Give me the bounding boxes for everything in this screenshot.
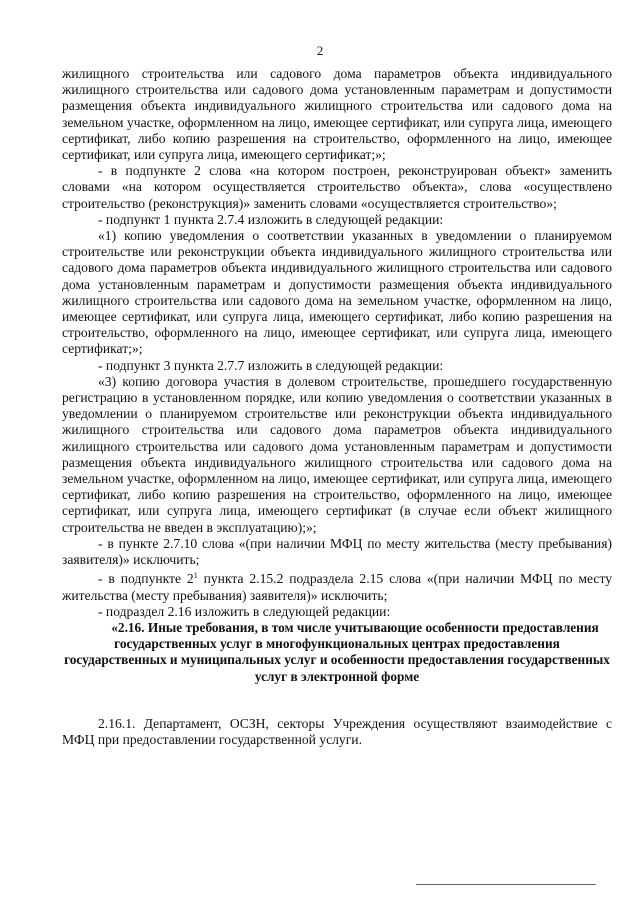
paragraph-2-15-2-start: - в подпункте 2 — [98, 571, 194, 587]
paragraph-2-15-2-end: пункта 2.15.2 подраздела 2.15 слова «(при наличии МФЦ по месту жительства (месту пребывания) заявителя)» исключить; — [62, 571, 612, 603]
page-number: 2 — [316, 43, 324, 58]
paragraph-continuation: жилищного строительства или садового дома параметров объекта индивидуального жилищного строительства или садового дома установленным параметрам и допустимости размещения объекта индивидуального жилищного строительства или садового дома на земельном участке, оформленном на лицо, имеющее сертификат, или супруга лица, имеющего сертификат, либо копию разрешения на строительство, оформленного на лицо, имеющее сертификат, или супруга лица, имеющего сертификат;»; — [62, 66, 612, 163]
paragraph-2-7-7-intro: - подпункт 3 пункта 2.7.7 изложить в следующей редакции: — [98, 357, 444, 373]
document-body — [62, 66, 612, 748]
paragraph-2-16-1: 2.16.1. Департамент, ОСЗН, секторы Учреждения осуществляют взаимодействие с МФЦ при предоставлении государственной услуги. — [62, 715, 612, 747]
paragraph-2-7-4-intro: - подпункт 1 пункта 2.7.4 изложить в следующей редакции: — [98, 211, 444, 227]
paragraph-2-15-2 — [62, 568, 612, 603]
superscript-index: 1 — [193, 571, 198, 581]
paragraph-2-7-7-body: «3) копию договора участия в долевом строительстве, прошедшего государственную регистрацию в установленном порядке, или копию уведомления о соответствии указанных в уведомлении о планируемом строительстве или реконструкции объекта индивидуального жилищного строительства или садового дома параметров объекта индивидуального жилищного строительства или садового дома установленным параметрам и допустимости размещения объекта индивидуального жилищного строительства или садового дома на земельном участке, оформленном на лицо, имеющее сертификат, или супруга лица, имеющего сертификат, либо копию разрешения на строительство, оформленного на лицо, имеющее сертификат, или супруга лица, имеющего сертификат (в случае если объект жилищного строительства не введен в эксплуатацию);»; — [62, 373, 612, 535]
paragraph-2-7-10: - в пункте 2.7.10 слова «(при наличии МФЦ по месту жительства (месту пребывания) заявителя)» исключить; — [62, 535, 612, 568]
spacer — [62, 685, 612, 716]
paragraph-2-7-4-body: «1) копию уведомления о соответствии указанных в уведомлении о планируемом строительстве или реконструкции объекта индивидуального жилищного строительства или садового дома параметров объекта индивидуального жилищного строительства или садового дома установленным параметрам и допустимости размещения объекта индивидуального жилищного строительства или садового дома на земельном участке, оформленном на лицо, имеющее сертификат, или супруга лица, имеющего сертификат, либо копию разрешения на строительство, оформленного на лицо, имеющее сертификат, или супруга лица, имеющего сертификат;»; — [62, 228, 612, 357]
paragraph-subitem-2: - в подпункте 2 слова «на котором построен, реконструирован объект» заменить словами «на котором осуществляется строительство объекта», слова «осуществлено строительство (реконструкция)» заменить словами «осуществляется строительство»; — [62, 163, 612, 211]
paragraph-2-16-intro: - подраздел 2.16 изложить в следующей редакции: — [98, 603, 391, 619]
footer-rule — [416, 884, 596, 885]
section-heading-2-16: «2.16. Иные требования, в том числе учитывающие особенности предоставления государственных услуг в многофункциональных центрах предоставления государственных и муниципальных услуг и особенности предоставления государственных услуг в электронной форме — [64, 619, 610, 684]
